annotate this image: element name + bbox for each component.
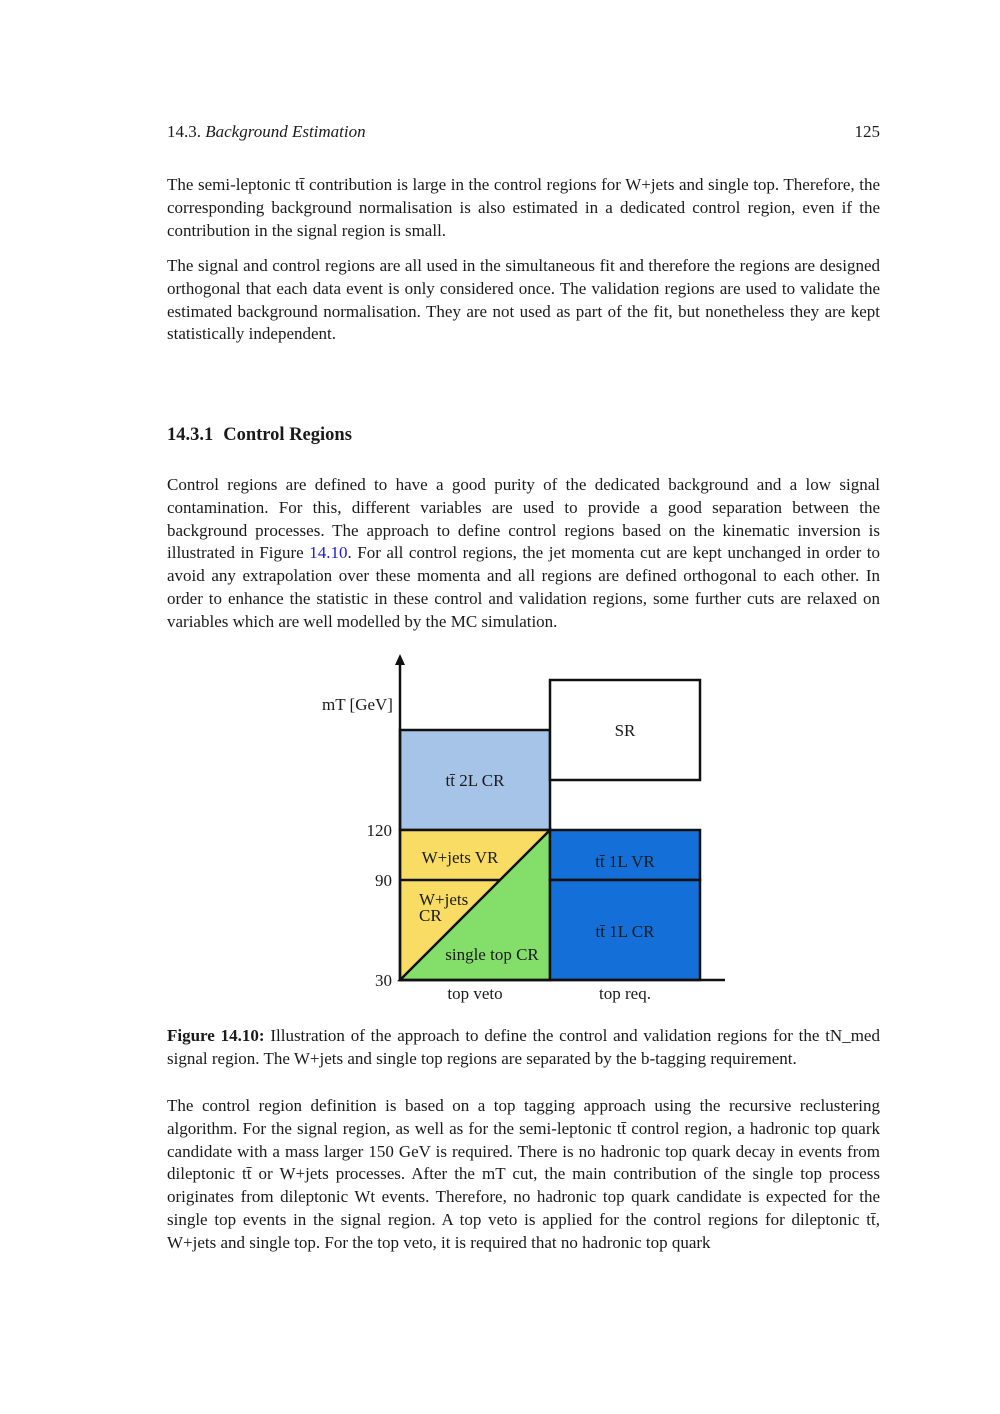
y-tick-90: 90 [375,871,392,890]
paragraph-2: The signal and control regions are all used in the simultaneous fit and therefore the regions are designed orthogonal that each data event is only considered once. The validation regions are used to validate the estimated background normalisation. They are not used as part of the fit, but nonetheless they are kept statistically independent. [167,256,880,344]
paragraph-1: The semi-leptonic tt̄ contribution is large in the control regions for W+jets and single top. Therefore, the corresponding background normalisation is also estimated in a dedicated control region, even if the contribution in the signal region is small. [167,175,880,240]
paragraph-3-text-a: Control regions are defined to have a good purity of the dedicated background and a low signal contamination. For this, different variables are used to provide a good separation between the background processes. The approach to define control regions based on the kinematic inversion is illustrated in Figure [167,475,880,563]
label-tt-1l-vr: tt̄ 1L VR [595,852,655,871]
label-sr: SR [614,721,636,740]
y-tick-120: 120 [366,821,392,840]
figure-caption [167,1025,880,1071]
caption-text: Illustration of the approach to define the control and validation regions for the tN_med signal region. The W+jets and single top regions are separated by the b-tagging requirement. [167,1026,880,1068]
running-head [167,122,880,142]
paragraph-3-text-b: . For all control regions, the jet momenta cut are kept unchanged in order to avoid any extrapolation over these momenta and all regions are defined orthogonal to each other. In order to enhance the statistic in these control and validation regions, some further cuts are relaxed on variables which are well modelled by the MC simulation. [167,543,880,631]
y-axis-label: mT [GeV] [322,695,393,714]
y-axis-arrow-icon [395,654,405,665]
subsection-heading [167,425,352,446]
figure-14-10 [300,650,740,1010]
paragraph-3 [167,474,880,634]
paragraph-4: The control region definition is based on a top tagging approach using the recursive reclustering algorithm. For the signal region, as well as for the semi-leptonic tt̄ control region, a hadronic top quark candidate with a mass larger 150 GeV is required. There is no hadronic top quark decay in events from dileptonic tt̄ or W+jets processes. After the mT cut, the main contribution of the single top process originates from dileptonic Wt events. Therefore, no hadronic top quark candidate is expected for the single top events in the signal region. A top veto is applied for the control regions for dileptonic tt̄, W+jets and single top. For the top veto, it is required that no hadronic top quark [167,1096,880,1252]
label-wjets-vr: W+jets VR [421,848,499,867]
caption-label: Figure 14.10: [167,1026,265,1045]
subsection-title: Control Regions [223,425,352,445]
label-wjets-cr-2: CR [419,906,442,925]
x-label-top-req: top req. [599,984,651,1003]
label-single-top-cr: single top CR [445,945,539,964]
section-title: Background Estimation [205,122,366,141]
label-tt-1l-cr: tt̄ 1L CR [595,922,655,941]
label-tt-2l-cr: tt̄ 2L CR [445,771,505,790]
section-number: 14.3. [167,122,201,141]
x-label-top-veto: top veto [447,984,503,1003]
figure-reference-link[interactable]: 14.10 [309,543,348,563]
subsection-number: 14.3.1 [167,425,214,445]
label-wjets-cr-1: W+jets [419,890,469,909]
y-tick-30: 30 [375,971,392,990]
page-number: 125 [854,122,880,141]
region-diagram [300,650,740,1010]
